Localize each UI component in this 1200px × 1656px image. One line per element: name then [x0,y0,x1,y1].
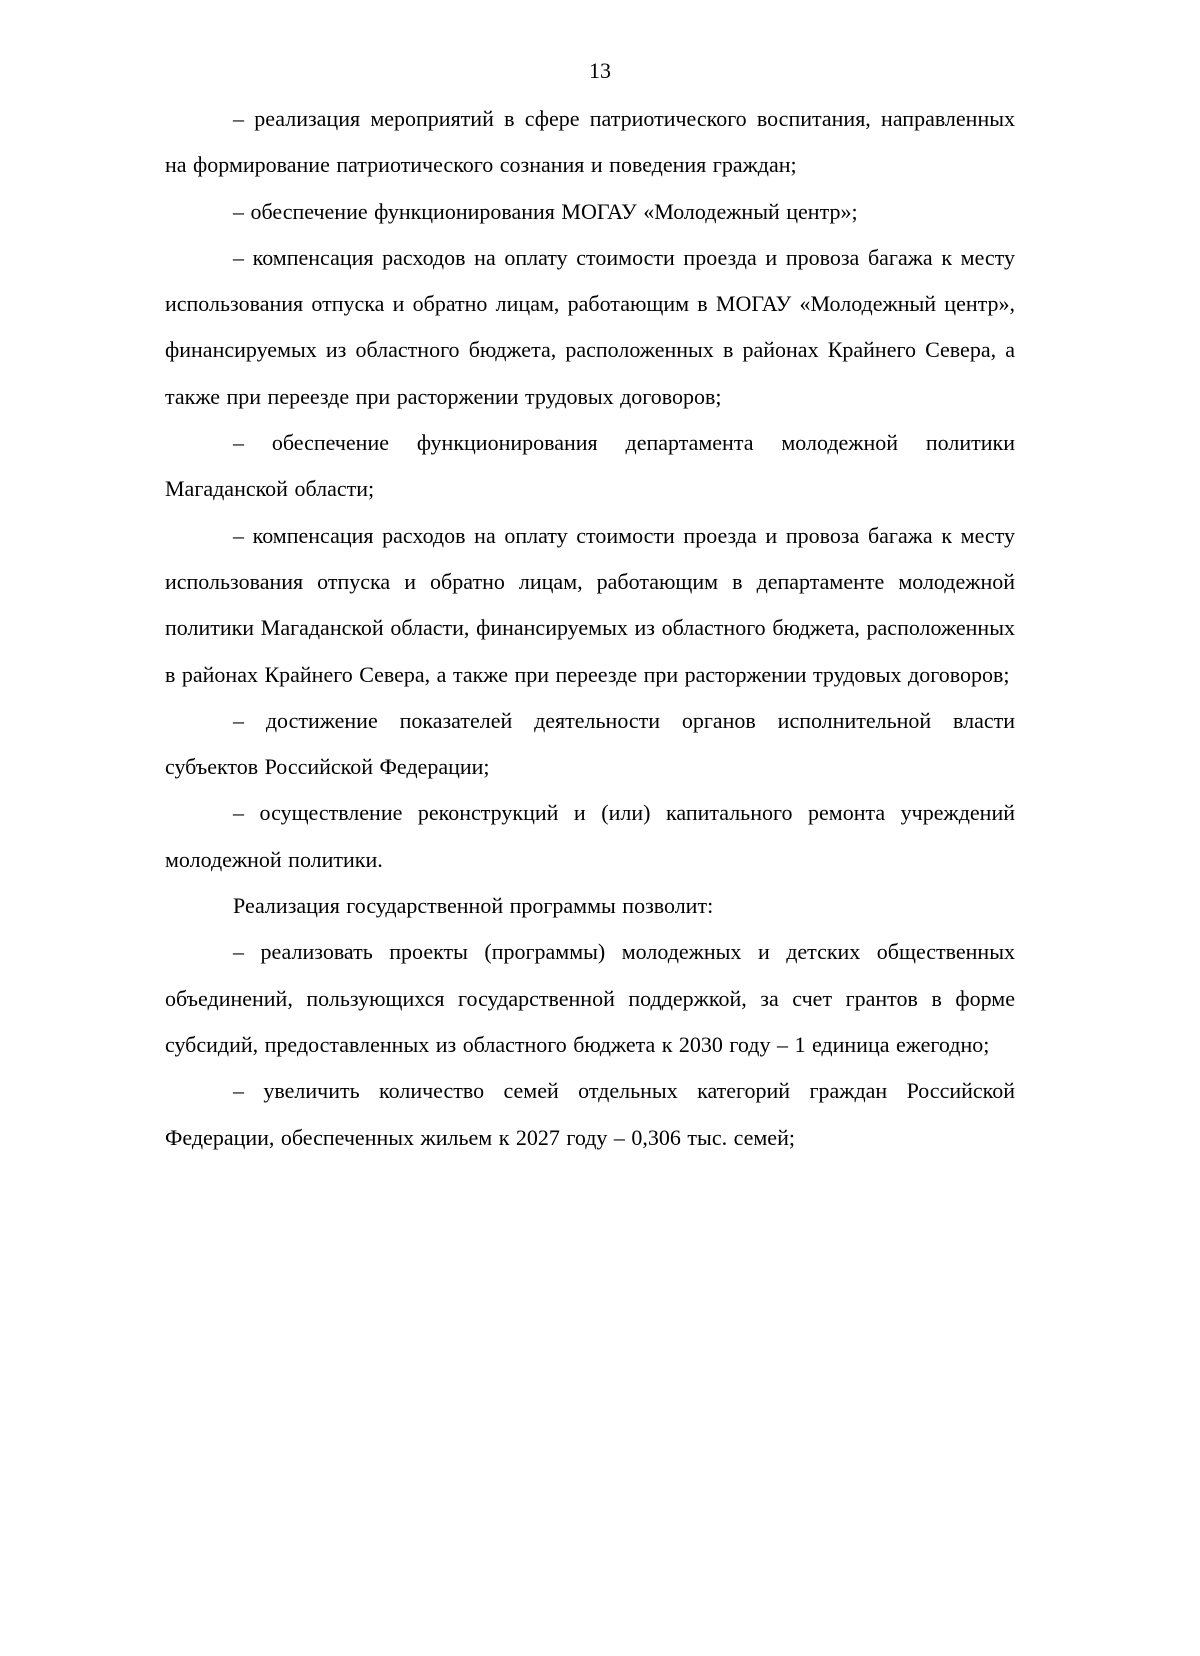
paragraph: – обеспечение функционирования департамента молодежной политики Магаданской области; [165,430,1015,502]
document-body [0,84,1200,1161]
paragraph: – компенсация расходов на оплату стоимости проезда и провоза багажа к месту использования отпуска и обратно лицам, работающим в МОГАУ «Молодежный центр», финансируемых из областного бюджета, расположенных в районах Крайнего Севера, а также при переезде при расторжении трудовых договоров; [165,244,1015,409]
paragraph: – компенсация расходов на оплату стоимости проезда и провоза багажа к месту использования отпуска и обратно лицам, работающим в департаменте молодежной политики Магаданской области, финансируемых из областного бюджета, расположенных в районах Крайнего Севера, а также при переезде при расторжении трудовых договоров; [165,522,1015,687]
paragraph: – осуществление реконструкций и (или) капитального ремонта учреждений молодежной политики. [165,800,1015,872]
page-number: 13 [589,58,611,83]
paragraph: – достижение показателей деятельности органов исполнительной власти субъектов Российской Федерации; [165,707,1015,780]
paragraph: – реализация мероприятий в сфере патриотического воспитания, направленных на формирование патриотического сознания и поведения граждан; [165,106,1015,178]
paragraph: – реализовать проекты (программы) молодежных и детских общественных объединений, пользующихся государственной поддержкой, за счет грантов в форме субсидий, предоставленных из областного бюджета к 2030 году – 1 единица ежегодно; [165,939,1015,1057]
paragraph: – обеспечение функционирования МОГАУ «Молодежный центр»; [233,198,858,224]
paragraph: Реализация государственной программы позволит: [233,893,714,919]
paragraph: – увеличить количество семей отдельных категорий граждан Российской Федерации, обеспеченных жильем к 2027 году – 0,306 тыс. семей; [165,1078,1015,1150]
